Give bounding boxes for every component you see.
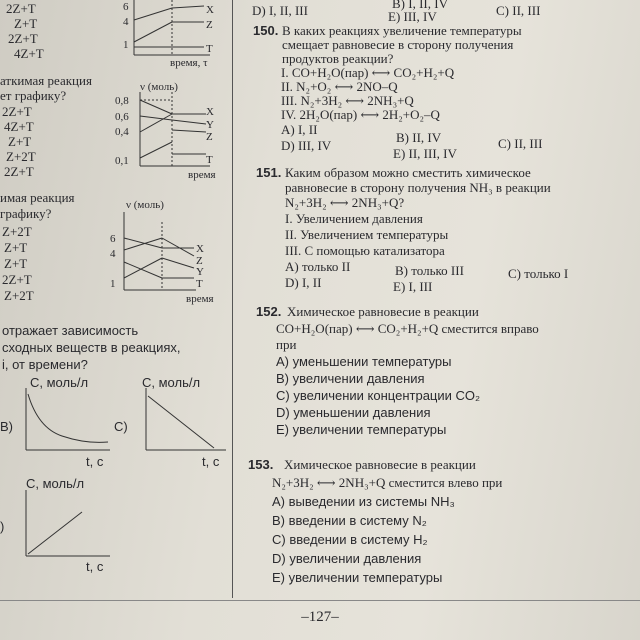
graph-c-tick: 4 xyxy=(110,248,116,260)
graph-b xyxy=(138,92,212,172)
top-graph-label: T xyxy=(206,43,213,55)
q151-item: I. Увеличением давления xyxy=(285,211,423,226)
q153-opt-e: E) увеличении температуры xyxy=(272,570,443,585)
top-graph-tick: 1 xyxy=(123,39,129,51)
q150-opt-b: B) II, IV xyxy=(396,130,442,145)
q151-text: Каким образом можно сместить химическое xyxy=(285,165,531,180)
q153-opt-d: D) увеличении давления xyxy=(272,551,422,566)
prev-opt: C) II, III xyxy=(496,3,541,18)
q151-item: III. С помощью катализатора xyxy=(285,243,445,258)
q150-opt-c: C) II, III xyxy=(498,136,543,151)
q150-text: продуктов реакции? xyxy=(282,51,394,66)
graph-b-xlabel: время xyxy=(188,169,216,181)
q-b-eq: 4Z+T xyxy=(4,119,34,134)
graph-b-label: X xyxy=(206,106,214,118)
q151-opt-e: E) I, III xyxy=(393,279,433,294)
q150-item: I. CO+H₂O(пар) ⟷ CO₂+H₂+Q xyxy=(281,65,455,80)
graph-b-label: Z xyxy=(206,131,213,143)
q-c-eq: Z+T xyxy=(4,256,28,271)
graph-b-label: Y xyxy=(206,119,214,131)
q150-item: II. N₂+O₂ ⟷ 2NO–Q xyxy=(281,79,398,94)
column-divider xyxy=(232,0,233,598)
graph-c-label: T xyxy=(196,278,203,290)
q151-number: 151. xyxy=(256,165,282,180)
prev-opt: B) I, II, IV xyxy=(392,0,448,11)
q-b-eq: 2Z+T xyxy=(2,104,32,119)
graph-c-label: Y xyxy=(196,266,204,278)
page-number: –127– xyxy=(301,609,339,625)
plot-c-xlabel: t, c xyxy=(202,454,220,469)
plot-b-option: B) xyxy=(0,419,13,434)
top-graph-xlabel: время, τ xyxy=(170,57,208,69)
q-d-text-2: сходных веществ в реакциях, xyxy=(2,340,181,355)
eq-top-1: 2Z+T xyxy=(6,1,36,16)
graph-b-label: T xyxy=(206,154,213,166)
q153-text: N₂+3H₂ ⟷ 2NH₃+Q сместится влево при xyxy=(272,475,503,490)
q-c-eq: Z+2T xyxy=(4,288,34,303)
q150-number: 150. xyxy=(253,23,279,38)
graph-c-tick: 1 xyxy=(110,278,116,290)
q150-text: В каких реакциях увеличение температуры xyxy=(282,23,522,38)
q-b-text-1: аткимая реакция xyxy=(0,73,92,88)
graph-c-tick: 6 xyxy=(110,233,116,245)
graph-c-title: ν (моль) xyxy=(126,199,164,211)
plot-b-xlabel: t, c xyxy=(86,454,104,469)
q-c-eq: 2Z+T xyxy=(2,272,32,287)
q151-opt-d: D) I, II xyxy=(285,275,322,290)
plot-c xyxy=(142,388,228,454)
q151-text: N₂+3H₂ ⟷ 2NH₃+Q? xyxy=(285,195,405,210)
q-d-text-3: і, от времени? xyxy=(2,357,88,372)
graph-b-tick: 0,6 xyxy=(115,111,129,123)
q153-opt-b: B) введении в систему N₂ xyxy=(272,513,427,528)
eq-top-4: 4Z+T xyxy=(14,46,44,61)
plot-e-ylabel: C, моль/л xyxy=(26,476,85,491)
q151-opt-b: B) только III xyxy=(395,263,464,278)
graph-b-title: ν (моль) xyxy=(140,81,178,93)
q-c-text-1: имая реакция xyxy=(0,190,75,205)
q152-opt-a: A) уменьшении температуры xyxy=(276,354,452,369)
q151-item: II. Увеличением температуры xyxy=(285,227,449,242)
top-graph xyxy=(132,0,212,58)
q-b-eq: 2Z+T xyxy=(4,164,34,179)
graph-b-tick: 0,1 xyxy=(115,155,129,167)
graph-c-label: Z xyxy=(196,255,203,267)
eq-top-2: Z+T xyxy=(14,16,38,31)
q152-opt-b: B) увеличении давления xyxy=(276,371,425,386)
graph-b-tick: 0,8 xyxy=(115,95,129,107)
q152-text: Химическое равновесие в реакции xyxy=(287,304,479,319)
q151-opt-c: C) только I xyxy=(508,266,569,281)
q152-text: CO+H₂O(пар) ⟷ CO₂+H₂+Q сместится вправо xyxy=(276,321,539,336)
q-c-eq: Z+2T xyxy=(2,224,32,239)
q-b-eq: Z+T xyxy=(8,134,32,149)
plot-b-ylabel: C, моль/л xyxy=(30,375,89,390)
q150-opt-d: D) III, IV xyxy=(281,138,332,153)
q150-opt-a: A) I, II xyxy=(281,122,318,137)
q150-item: IV. 2H₂O(пар) ⟷ 2H₂+O₂–Q xyxy=(281,107,440,122)
q-c-eq: Z+T xyxy=(4,240,28,255)
q153-number: 153. xyxy=(248,457,274,472)
plot-e xyxy=(22,490,112,560)
plot-b xyxy=(22,388,112,454)
plot-e-xlabel: t, c xyxy=(86,559,104,574)
graph-b-tick: 0,4 xyxy=(115,126,129,138)
footer-rule xyxy=(0,600,640,601)
graph-c-xlabel: время xyxy=(186,293,214,305)
q152-opt-d: D) уменьшении давления xyxy=(276,405,431,420)
q150-text: смещает равновесие в сторону получения xyxy=(282,37,514,52)
plot-e-option: ) xyxy=(0,519,5,534)
top-graph-label: X xyxy=(206,4,214,16)
q150-item: III. N₂+3H₂ ⟷ 2NH₃+Q xyxy=(281,93,414,108)
prev-opt: E) III, IV xyxy=(388,9,437,24)
q-d-text-1: отражает зависимость xyxy=(2,323,139,338)
q-b-eq: Z+2T xyxy=(6,149,36,164)
top-graph-tick: 4 xyxy=(123,16,129,28)
graph-c-label: X xyxy=(196,243,204,255)
q-c-text-2: графику? xyxy=(0,206,52,221)
q152-text: при xyxy=(276,337,297,352)
q153-text: Химическое равновесие в реакции xyxy=(284,457,476,472)
plot-c-ylabel: C, моль/л xyxy=(142,375,201,390)
q153-opt-c: C) введении в систему H₂ xyxy=(272,532,428,547)
top-graph-label: Z xyxy=(206,19,213,31)
q151-text: равновесие в сторону получения NH₃ в реакции xyxy=(285,180,551,195)
q152-number: 152. xyxy=(256,304,282,319)
q152-opt-c: C) увеличении концентрации CO₂ xyxy=(276,388,481,403)
graph-c xyxy=(122,212,200,292)
q150-opt-e: E) II, III, IV xyxy=(393,146,457,161)
eq-top-3: 2Z+T xyxy=(8,31,38,46)
q153-opt-a: A) выведении из системы NH₃ xyxy=(272,494,455,509)
q-b-text-2: ет графику? xyxy=(0,88,67,103)
q152-opt-e: E) увеличении температуры xyxy=(276,422,447,437)
q151-opt-a: A) только II xyxy=(285,259,351,274)
prev-opt: D) I, II, III xyxy=(252,3,308,18)
top-graph-tick: 6 xyxy=(123,1,129,13)
plot-c-option: C) xyxy=(114,419,128,434)
